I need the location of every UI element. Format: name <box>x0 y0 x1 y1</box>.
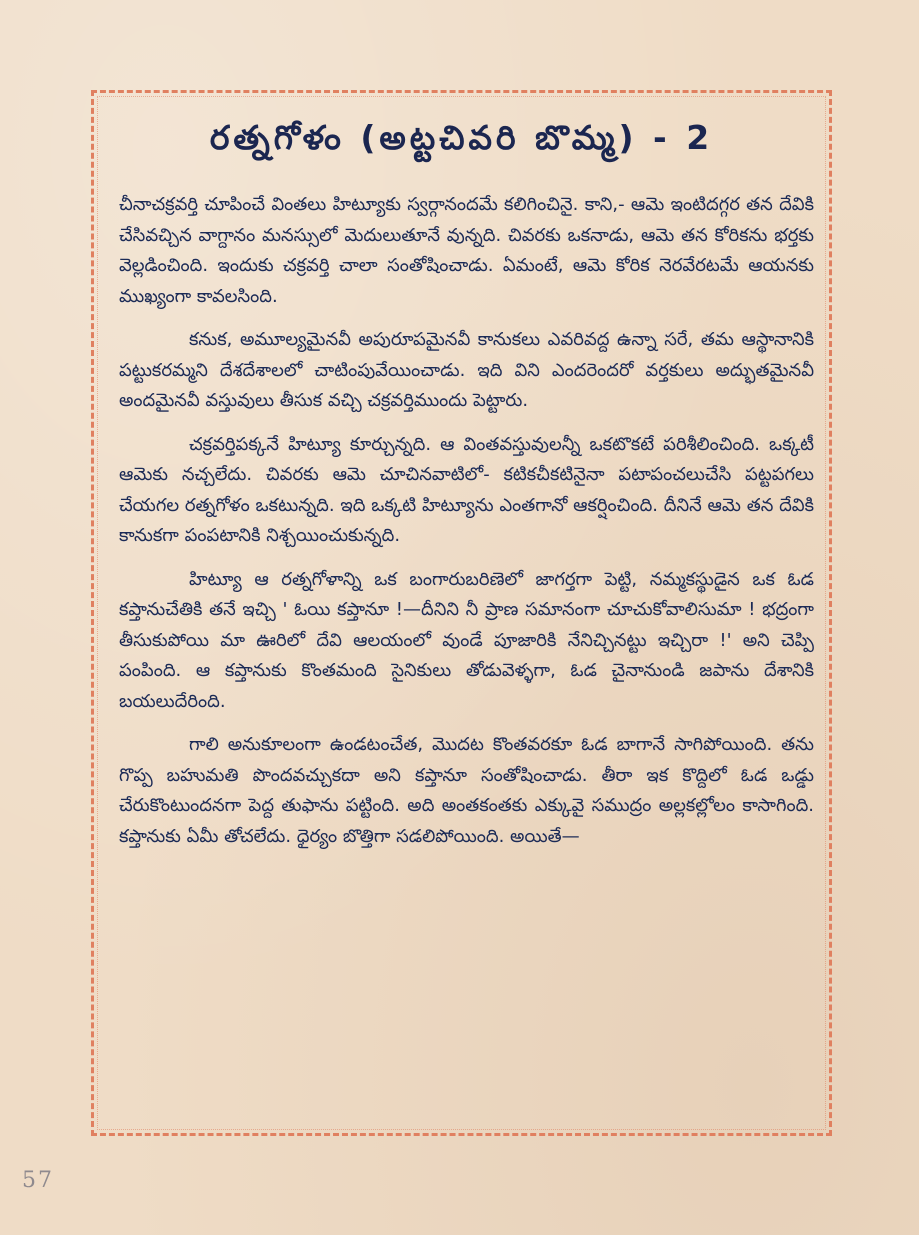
page-title: రత్నగోళం (అట్టచివరి బొమ్మ) - 2 <box>209 118 714 157</box>
page-number: 57 <box>22 1168 54 1193</box>
paragraph: చక్రవర్తిపక్కనే హిట్యూ కూర్చున్నది. ఆ వింతవస్తువులన్నీ ఒకటొకటే పరిశీలించింది. ఒక్కటీ ఆమెకు నచ్చలేదు. చివరకు ఆమె చూచినవాటిలో- కటికచీకటినైనా పటాపంచలుచేసి పట్టపగలు చేయగల రత్నగోళం ఒకటున్నది. ఇది ఒక్కటి హిట్యూను ఎంతగానో ఆకర్షించింది. దీనినే ఆమె తన దేవికి కానుకగా పంపటానికి నిశ్చయించుకున్నది. <box>119 433 814 546</box>
paragraph: చీనాచక్రవర్తి చూపించే వింతలు హిట్యూకు స్వర్గానందమే కలిగించినై. కాని,- ఆమె ఇంటిదగ్గర తన దేవికి చేసివచ్చిన వాగ్దానం మనస్సులో మెదులుతూనే వున్నది. చివరకు ఒకనాడు, ఆమె తన కోరికను భర్తకు వెల్లడించింది. ఇందుకు చక్రవర్తి చాలా సంతోషించాడు. ఏమంటే, ఆమె కోరిక నెరవేరటమే ఆయనకు ముఖ్యంగా కావలసింది. <box>119 194 814 307</box>
story-text <box>119 190 814 865</box>
paragraph: కనుక, అమూల్యమైనవీ అపురూపమైనవీ కానుకలు ఎవరివద్ద ఉన్నా సరే, తమ ఆస్థానానికి పట్టుకరమ్మని దేశదేశాలలో చాటింపువేయించాడు. ఇది విని ఎందరెందరో వర్తకులు అద్భుతమైనవీ అందమైనవీ వస్తువులు తీసుక వచ్చి చక్రవర్తిముందు పెట్టారు. <box>119 329 814 411</box>
paragraph: గాలి అనుకూలంగా ఉండటంచేత, మొదట కొంతవరకూ ఓడ బాగానే సాగిపోయింది. తను గొప్ప బహుమతి పొందవచ్చుకదా అని కప్తానూ సంతోషించాడు. తీరా ఇక కొద్దిలో ఓడ ఒడ్డు చేరుకొంటుందనగా పెద్ద తుఫాను పట్టింది. అది అంతకంతకు ఎక్కువై సముద్రం అల్లకల్లోలం కాసాగింది. కప్తానుకు ఏమీ తోచలేదు. ధైర్యం బొత్తిగా సడలిపోయింది. అయితే— <box>119 734 814 847</box>
paragraph: హిట్యూ ఆ రత్నగోళాన్ని ఒక బంగారుబరిణెలో జాగర్తగా పెట్టి, నమ్మకస్థుడైన ఒక ఓడ కప్తానుచేతికి తనే ఇచ్చి ' ఓయి కప్తానూ !—దీనిని నీ ప్రాణ సమానంగా చూచుకోవాలిసుమా ! భద్రంగా తీసుకుపోయి మా ఊరిలో దేవి ఆలయంలో వుండే పూజారికి నేనిచ్చినట్టు ఇచ్చిరా !' అని చెప్పి పంపింది. ఆ కప్తానుకు కొంతమంది సైనికులు తోడువెళ్ళగా, ఓడ చైనానుండి జపాను దేశానికి బయలుదేరింది. <box>119 568 814 712</box>
